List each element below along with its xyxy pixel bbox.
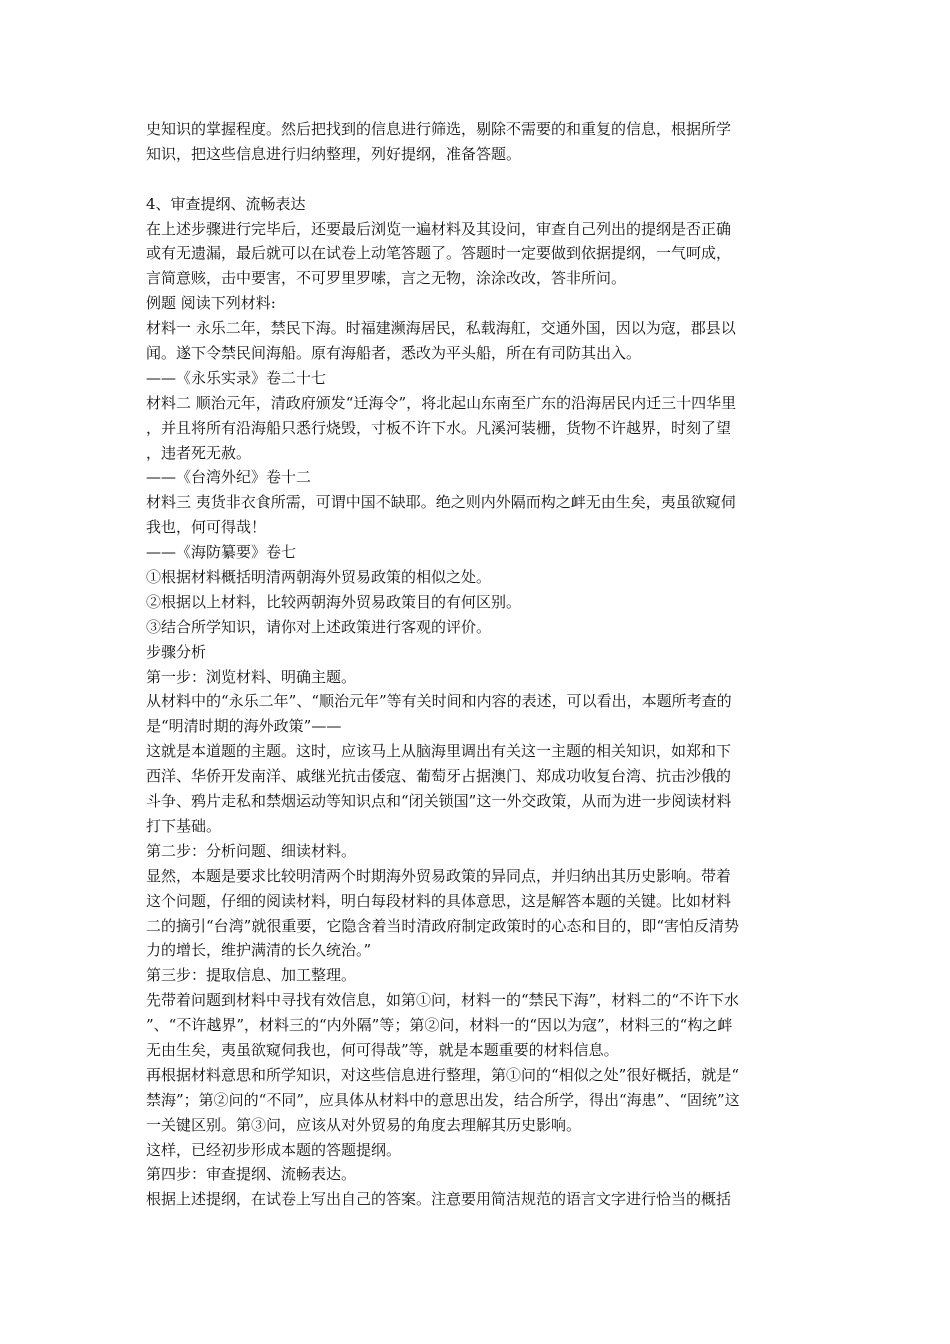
question-1: ①根据材料概括明清两朝海外贸易政策的相似之处。 — [146, 568, 492, 587]
material-one-source: ——《永乐实录》卷二十七 — [146, 368, 327, 387]
material-three-line: 材料三 夷货非衣食所需，可谓中国不缺耶。绝之则内外隔而构之衅无由生矣，夷虽欲窥伺 — [146, 493, 736, 512]
material-one-line: 材料一 永乐二年，禁民下海。时福建濒海居民，私载海舡，交通外国，因以为寇，郡县以 — [146, 319, 736, 338]
text-line: 或有无遗漏，最后就可以在试卷上动笔答题了。答题时一定要做到依据提纲，一气呵成， — [146, 244, 732, 263]
text-line: 二的摘引“台湾”就很重要，它隐含着当时清政府制定政策时的心态和目的，即“害怕反清势 — [146, 916, 740, 935]
question-3: ③结合所学知识，请你对上述政策进行客观的评价。 — [146, 617, 492, 636]
text-line: 是“明清时期的海外政策”—— — [146, 717, 342, 736]
material-one-line: 闻。遂下令禁民间海船。原有海船者，悉改为平头船，所在有司防其出入。 — [146, 344, 642, 363]
text-line: 史知识的掌握程度。然后把找到的信息进行筛选，剔除不需要的和重复的信息，根据所学 — [146, 120, 732, 138]
text-line: 无由生矣，夷虽欲窥伺我也，何可得哉”等，就是本题重要的材料信息。 — [146, 1040, 619, 1059]
text-line: 在上述步骤进行完毕后，还要最后浏览一遍材料及其设问，审查自己列出的提纲是否正确 — [146, 219, 732, 238]
text-line: 这样，已经初步形成本题的答题提纲。 — [146, 1140, 402, 1159]
text-line: 斗争、鸦片走私和禁烟运动等知识点和“闭关锁国”这一外交政策，从而为进一步阅读材料 — [146, 792, 732, 811]
text-line: 从材料中的“永乐二年”、“顺治元年”等有关时间和内容的表述，可以看出，本题所考查的 — [146, 692, 732, 711]
text-line: ”、“不许越界”，材料三的“内外隔”等；第②问，材料一的“因以为寇”，材料三的“构之衅 — [146, 1016, 733, 1035]
text-line: 这个问题，仔细的阅读材料，明白每段材料的具体意思，这是解答本题的关键。比如材料 — [146, 891, 732, 910]
material-two-line: 材料二 顺治元年，清政府颁发“迁海令”，将北起山东南至广东的沿海居民内迁三十四华里 — [146, 393, 737, 412]
text-line: 打下基础。 — [146, 816, 222, 835]
material-three-source: ——《海防纂要》卷七 — [146, 543, 297, 562]
section-heading: 4、审查提纲、流畅表达 — [146, 194, 306, 213]
question-2: ②根据以上材料，比较两朝海外贸易政策目的有何区别。 — [146, 592, 522, 611]
blank-line — [146, 167, 814, 192]
text-line: 一关键区别。第③问，应该从对外贸易的角度去理解其历史影响。 — [146, 1115, 582, 1134]
example-heading: 例题 阅读下列材料: — [146, 294, 276, 313]
material-two-line: ，违者死无赦。 — [146, 443, 252, 462]
step-one-heading: 第一步：浏览材料、明确主题。 — [146, 667, 357, 686]
text-line: 先带着问题到材料中寻找有效信息，如第①问，材料一的“禁民下海”，材料二的“不许下水 — [146, 991, 740, 1010]
text-line: 禁海”；第②问的“不同”，应具体从材料中的意思出发，结合所学，得出“海患”、“固统”这 — [146, 1090, 740, 1109]
analysis-heading: 步骤分析 — [146, 642, 207, 661]
text-line: 这就是本道题的主题。这时，应该马上从脑海里调出有关这一主题的相关知识，如郑和下 — [146, 742, 732, 761]
text-line: 根据上述提纲，在试卷上写出自己的答案。注意要用简洁规范的语言文字进行恰当的概括 — [146, 1190, 732, 1209]
text-line: 言简意赅，击中要害，不可罗里罗嗦，言之无物，涂涂改改，答非所问。 — [146, 269, 627, 288]
step-three-heading: 第三步：提取信息、加工整理。 — [146, 966, 357, 985]
step-two-heading: 第二步：分析问题、细读材料。 — [146, 841, 357, 860]
material-two-source: ——《台湾外纪》卷十二 — [146, 468, 312, 487]
text-line: 再根据材料意思和所学知识，对这些信息进行整理，第①问的“相似之处”很好概括，就是“ — [146, 1065, 740, 1084]
text-line: 力的增长，维护满清的长久统治。” — [146, 941, 372, 960]
step-four-heading: 第四步：审查提纲、流畅表达。 — [146, 1165, 357, 1184]
text-line: 知识，把这些信息进行归纳整理，列好提纲，准备答题。 — [146, 144, 522, 163]
material-two-line: ，并且将所有沿海船只悉行烧毁，寸板不许下水。凡溪河装栅，货物不许越界，时刻了望 — [146, 418, 732, 437]
text-line: 西洋、华侨开发南洋、戚继光抗击倭寇、葡萄牙占据澳门、郑成功收复台湾、抗击沙俄的 — [146, 767, 732, 786]
document-body — [146, 117, 814, 1212]
text-line: 显然，本题是要求比较明清两个时期海外贸易政策的异同点，并归纳出其历史影响。带着 — [146, 866, 732, 885]
material-three-line: 我也，何可得哉！ — [146, 518, 267, 537]
